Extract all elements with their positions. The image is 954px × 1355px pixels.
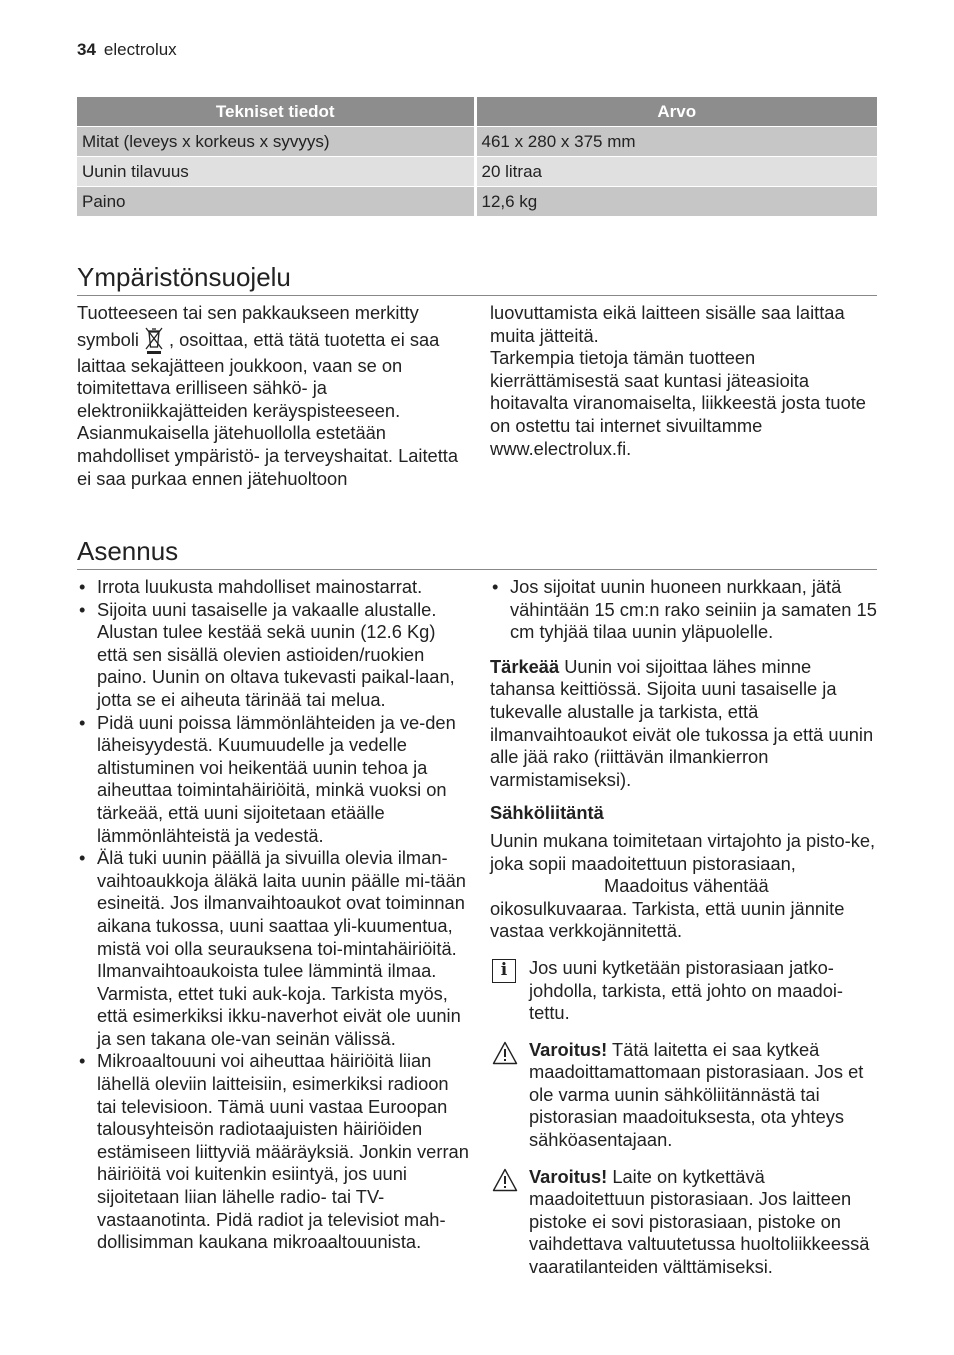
warning-icon — [492, 1041, 518, 1065]
important-label: Tärkeää — [490, 655, 560, 677]
table-cell: 461 x 280 x 375 mm — [475, 127, 877, 157]
table-cell: 12,6 kg — [475, 187, 877, 217]
table-row — [77, 127, 877, 157]
warning-text: Tätä laitetta ei saa kytkeä maadoittamattomaan pistorasiaan. Jos et ole varma uunin sähköliitännästä tai pistorasian maadoituksesta, ota yhteys sähköasentajaan. — [529, 1038, 864, 1151]
important-text: Uunin voi sijoittaa lähes minne tahansa keittiössä. Sijoita uuni tasaiselle ja tukevalle alustalle ja tarkista, että ilmanvaihtoaukot eivät ole tukossa ja että uunin alle jää rako (riittävän ilmankierron varmistamiseksi). — [490, 655, 874, 790]
spec-col-header: Arvo — [475, 97, 877, 127]
page-number: 34 — [77, 40, 96, 59]
list-item: • Mikroaaltouuni voi aiheuttaa häiriöitä liian lähellä oleviin laitteisiin, esimerkiksi radioon tai televisioon. Tämä uuni vastaa Euroopan talousyhteisön radiotaajuisten häiriöiden estämiseen liittyviä määräyksiä. Jonkin verran häiriöitä voi kuitenkin esiintyä, jos uuni sijoitetaan liian lähelle radio- tai TV-vastaanotinta. Pidä radiot ja televisiot mah-dollisimman kaukana mikroaaltouunista. — [77, 1050, 470, 1253]
env-right-column — [490, 302, 880, 460]
install-bullet-list — [77, 576, 470, 1254]
info-note — [490, 957, 880, 1025]
electric-text: jännite — [790, 897, 845, 919]
list-item: • Irrota luukusta mahdolliset mainostarrat. — [77, 576, 470, 599]
electric-line — [490, 898, 880, 921]
electric-text: oikosulkuvaaraa. Tarkista, että uunin — [490, 897, 786, 919]
table-row — [77, 187, 877, 217]
electric-line: Uunin mukana toimitetaan virtajohto ja pisto-ke, joka sopii maadoitettuun pistorasiaan, — [490, 829, 876, 874]
list-item: • Jos sijoitat uunin huoneen nurkkaan, jätä vähintään 15 cm:n rako seiniin ja samaten 15 cm tyhjää tilaa uunin yläpuolelle. — [490, 576, 880, 644]
info-note-text: Jos uuni kytketään pistorasiaan jatko-johdolla, tarkista, että johto on maadoi-tettu. — [529, 956, 844, 1024]
electric-subtitle: Sähköliitäntä — [490, 802, 604, 824]
list-item: • Älä tuki uunin päällä ja sivuilla olevia ilman-vaihtoaukkoja äläkä laita uunin päälle mi-tään esineitä. Jos ilmanvaihtoaukot ovat toiminnan aikana tukossa, uuni saattaa yli-kuumentua, mistä voi olla seurauksena toi-mintahäiriöitä. Ilmanvaihtoaukoista tulee lämmintä ilmaa. Varmista, ettet tuki auk-koja. Tarkista myös, että esimerkiksi ikku-naverhot eivät ole uunin ja sen takana ole-van seinän välissä. — [77, 847, 470, 1050]
warning-text: Laite on kytkettävä maadoitettuun pistorasiaan. Jos laitteen pistoke ei sovi pistorasiaan, pistoke on vaihdettava valtuutetussa huoltoliikkeessä vaaratilanteiden välttämiseksi. — [529, 1165, 870, 1278]
env-paragraph: luovuttamista eikä laitteen sisälle saa laittaa muita jätteitä. — [490, 302, 845, 346]
install-right-column — [490, 576, 880, 1279]
env-left-column — [77, 302, 472, 490]
warning-note — [490, 1039, 880, 1152]
table-cell: Paino — [77, 187, 475, 217]
warning-label: Varoitus! — [529, 1165, 608, 1187]
install-bullet-list-right — [490, 576, 880, 644]
env-text: Tuotteeseen tai sen pakkaukseen merkitty symboli — [77, 302, 419, 350]
spec-table-header — [77, 97, 877, 127]
env-text: , osoittaa, että tätä tuotetta ei saa laittaa sekajätteen joukkoon, vaan se on toimitettava erilliseen sähkö- ja elektroniikkajätteiden keräyspisteeseen. Asianmukaisella jätehuollolla estetään mahdolliset ympäristö- ja terveyshaitat. Laitetta ei saa purkaa ennen jätehuoltoon — [77, 328, 459, 489]
section-title-environment: Ympäristönsuojelu — [77, 262, 877, 296]
env-paragraph: Tarkempia tietoja tämän tuotteen kierrättämisestä saat kuntasi jäteasioita hoitavalta viranomaiselta, liikkeestä josta tuote on ostettu tai internet sivuiltamme www.electrolux.fi. — [490, 347, 866, 459]
crossed-bin-icon — [143, 325, 165, 355]
spec-col-header: Tekniset tiedot — [77, 97, 475, 127]
brand-name: electrolux — [103, 40, 177, 59]
install-left-column — [77, 576, 470, 1254]
page-header — [77, 40, 177, 60]
info-icon: i — [492, 959, 516, 983]
electric-line: vastaa verkkojännitettä. — [490, 920, 683, 942]
list-item: • Pidä uuni poissa lämmönlähteiden ja ve-den läheisyydestä. Kuumuudelle ja vedelle altistuminen voi heikentää uunin tehoa ja aiheuttaa toimintahäiriöitä, minkä vuoksi on tärkeää, että uuni sijoitetaan etäälle lämmönlähteistä ja vedestä. — [77, 712, 470, 848]
important-paragraph — [490, 656, 880, 792]
section-title-installation: Asennus — [77, 536, 877, 570]
spec-table — [77, 97, 877, 216]
warning-note — [490, 1166, 880, 1279]
env-paragraph — [77, 302, 472, 490]
list-item: • Sijoita uuni tasaiselle ja vakaalle alustalle. Alustan tulee kestää sekä uunin (12.6 Kg) että sen sisällä olevien astioiden/ruokien paino. Uunin on oltava tukevasti paikal-laan, jotta se ei aiheuta tärinää tai melua. — [77, 599, 470, 712]
table-row — [77, 157, 877, 187]
warning-icon — [492, 1168, 518, 1192]
table-cell: Uunin tilavuus — [77, 157, 475, 187]
table-cell: Mitat (leveys x korkeus x syvyys) — [77, 127, 475, 157]
table-cell: 20 litraa — [475, 157, 877, 187]
warning-label: Varoitus! — [529, 1038, 608, 1060]
electric-line: Maadoitus vähentää — [604, 875, 769, 897]
